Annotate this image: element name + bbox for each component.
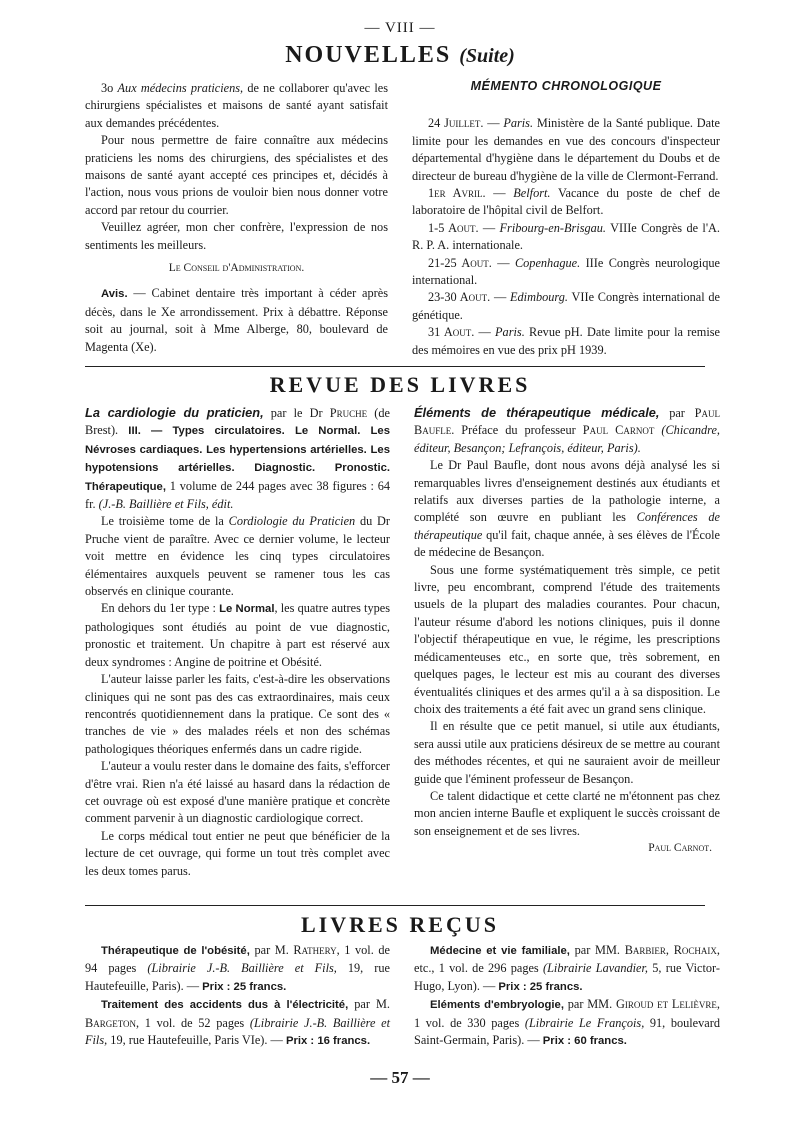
author-city: (de Brest). — [85, 406, 390, 438]
text-segment: Le Dr Paul Baufle, dont nous avons déjà analysé les si remarquables livres d'enseignement destinés aux étudiants et relatifs aux diverses parties de la pathologie interne, a complété son œuvre en publiant les — [414, 458, 720, 525]
review-paragraph: Le corps médical tout entier ne peut que bénéficier de la lecture de cet ouvrage, qui forme un tout très complet avec les deux tomes parus. — [85, 828, 390, 878]
memento-date: 31 Aout. — [428, 325, 475, 340]
page-folio-bottom: — 57 — — [370, 1068, 430, 1087]
memento-title: MÉMENTO CHRONOLOGIQUE — [470, 79, 662, 93]
author-prefix: par le Dr — [263, 406, 330, 420]
memento-text: Ministère de la Santé publique. Date limite pour les demandes en vue des concours d'inspecteur départemental d'hygiène dans le département du Doubs et de directeur de bureau d'hygiène de la ville de Clermont-Ferrand. — [412, 116, 721, 183]
received-book-price: Prix : 60 francs. — [542, 1035, 627, 1048]
review-paragraph — [85, 600, 390, 671]
author-name: Pruche — [329, 406, 368, 420]
review-header — [414, 404, 720, 457]
memento-place: Paris. — [503, 116, 534, 131]
preface-prefix: Préface du professeur — [454, 423, 583, 438]
memento-column — [412, 78, 720, 359]
revue-left-column — [85, 404, 390, 880]
nouvelles-paragraph-3: Veuillez agréer, mon cher confrère, l'expression de nos sentiments les meilleurs. — [85, 220, 388, 252]
review-signature: Paul Carnot. — [648, 842, 712, 855]
received-book-title: Eléments d'embryologie, — [430, 999, 564, 1012]
review-paragraph: Ce talent didactique et cette clarté ne m'étonnent pas chez mon ancien interne Baufle et expliquent le succès croissant de son enseignement et de ses livres. — [414, 788, 720, 838]
avis-paragraph — [85, 285, 388, 356]
received-book-price: Prix : 25 francs. — [498, 980, 583, 993]
nouvelles-left-column — [85, 80, 388, 356]
memento-date: 1er Avril. — [428, 186, 486, 201]
received-book-title: Médecine et vie familiale, — [430, 945, 570, 957]
memento-text: VIIe Congrès international de génétique. — [412, 290, 721, 322]
text-italic: Cordiologie du Praticien — [228, 514, 356, 529]
received-book-author: Giroud et Lelièvre, — [615, 997, 720, 1012]
point-heading: Aux médecins praticiens, — [117, 81, 244, 95]
memento-date: 23-30 Aout. — [428, 290, 491, 305]
section-title-revue: REVUE DES LIVRES — [269, 372, 531, 397]
book-title: La cardiologie du praticien, — [85, 405, 264, 420]
memento-text: IIIe Congrès neurologique international. — [412, 255, 720, 288]
memento-place: Paris. — [495, 325, 525, 340]
memento-entry: 21-25 Aout. — Copenhague. IIIe Congrès neurologique international. — [412, 255, 720, 288]
memento-date: 24 Juillet. — [428, 116, 484, 131]
section-divider — [85, 905, 705, 906]
received-book-publisher: (Librairie Le François, — [524, 1015, 645, 1030]
received-book-price: Prix : 16 francs. — [285, 1035, 371, 1048]
nouvelles-title-text: NOUVELLES — [285, 42, 452, 68]
point-number: 3o — [101, 81, 114, 95]
livres-right-column — [414, 942, 720, 1050]
received-book-volume: etc., 1 vol. de 296 pages — [414, 961, 543, 976]
section-divider — [85, 366, 705, 367]
author-name: Paul Baufle. — [414, 406, 720, 438]
review-paragraph — [85, 513, 390, 600]
preface-author: Paul Carnot — [582, 423, 655, 438]
received-book-entry — [414, 942, 720, 996]
text-segment: , les quatre autres types pathologiques sont étudiés au point de vue diagnostic, pronostic et traitement. Un chapitre à part est réservé aux deux syndromes : Angine de poitrine et Obésité. — [85, 601, 390, 669]
received-book-address: 19, rue Hautefeuille, Paris). — — [85, 961, 390, 993]
memento-place: Edimbourg. — [510, 290, 568, 305]
memento-date: 1-5 Aout. — [428, 220, 479, 235]
memento-place: Belfort. — [513, 186, 551, 201]
text-segment: En dehors du 1er type : — [101, 601, 220, 616]
book-volume: 1 volume de 244 pages avec 38 figures : 64 fr. — [85, 478, 390, 512]
review-paragraph: L'auteur a voulu rester dans le domaine des faits, s'efforcer d'être vrai. Rien n'a été laissé au hasard dans la rédaction de cet ouvrage où est exposé d'une manière pratique et concrète comment parvenir à un diagnostic cardiologique correct. — [85, 759, 390, 826]
review-paragraph — [414, 457, 720, 561]
nouvelles-suite-label: (Suite) — [459, 45, 515, 67]
memento-entry: 23-30 Aout. — Edimbourg. VIIe Congrès international de génétique. — [412, 290, 721, 322]
avis-label: Avis. — [101, 288, 128, 301]
review-paragraph: L'auteur laisse parler les faits, c'est-à-dire les observations cliniques qui ne sont pas des cas extraordinaires, mais ceux rencontrés quotidiennement dans la pratique. Ce sont des « tranches de vie » des malades réels et non des schémas pathologiques théoriques enfermés dans un cadre rigide. — [85, 672, 390, 756]
received-book-volume: 1 vol. de 330 pages — [414, 1015, 525, 1030]
text-segment: du Dr Pruche vient de paraître. Avec ce dernier volume, le lecteur voit mettre en évidence les cinq types circulatoires élémentaires auxquels peuvent se ramener tous les cas observés en clinique courante. — [85, 514, 391, 599]
section-title-livres: LIVRES REÇUS — [301, 912, 499, 937]
memento-entry: 31 Aout. — Paris. Revue pH. Date limite pour la remise des mémoires en vue des prix pH 1939. — [412, 325, 720, 357]
revue-right-column — [414, 404, 720, 858]
received-book-entry — [414, 996, 720, 1050]
author-prefix: par — [659, 406, 695, 420]
section-title-nouvelles — [0, 42, 800, 69]
received-book-title: Thérapeutique de l'obésité, — [101, 945, 250, 957]
livres-left-column — [85, 942, 390, 1050]
book-title: Éléments de thérapeutique médicale, — [414, 405, 660, 420]
received-book-author: Rathery, — [293, 943, 340, 957]
nouvelles-paragraph-2: Pour nous permettre de faire connaître aux médecins praticiens les noms des chirurgiens, des spécialistes et des maisons de santé ayant accepté ces principes et, décidés à l'action, nous vous prions de vouloir bien nous donner votre accord par retour du courrier. — [85, 133, 388, 217]
avis-text: — Cabinet dentaire très important à céder après décès, dans le Xe arrondissement. Prix à débattre. Réponse soit au journal, soit à Mme Alberge, 80, boulevard de Magenta (Xe). — [85, 286, 388, 354]
memento-entry: 1-5 Aout. — Fribourg-en-Brisgau. VIIIe Congrès de l'A. R. P. A. internationale. — [412, 220, 720, 253]
review-paragraph: Sous une forme systématiquement très simple, ce petit livre, peu encombrant, comprend l'étude des traitements usuels de la plupart des maladies courantes. Pour chacun, l'auteur résume d'abord les notions cliniques, puis il donne l'objectif thérapeutique en vue, le régime, les prescriptions médicamenteuses etc., en sorte que, très sobrement, en quelques pages, le lecteur est mis au courant des diverses éventualités cliniques et des armes qu'il a à sa disposition. Le choix des traitements a été fait avec un grand sens clinique. — [414, 562, 720, 716]
conseil-signature: Le Conseil d'Administration. — [168, 262, 305, 275]
received-book-by: par M. — [348, 997, 390, 1012]
received-book-entry — [85, 996, 390, 1050]
book-publisher: (J.-B. Baillière et Fils, édit. — [98, 497, 234, 512]
received-book-author: Bargeton, — [85, 1015, 140, 1030]
memento-place: Copenhague. — [514, 255, 581, 270]
memento-date: 21-25 Aout. — [428, 255, 492, 270]
received-book-title: Traitement des accidents dus à l'électricité, — [101, 999, 349, 1012]
memento-text: Vacance du poste de chef de laboratoire de l'hôpital civil de Belfort. — [412, 186, 720, 218]
received-book-publisher: (Librairie Lavandier, — [542, 961, 649, 976]
received-book-by: par M. — [249, 943, 294, 957]
page-folio-top: — VIII — — [364, 20, 436, 36]
text-bold: Le Normal — [219, 603, 275, 616]
memento-place: Fribourg-en-Brisgau. — [499, 220, 606, 235]
received-book-address: 5, rue Victor-Hugo, Lyon). — — [414, 961, 720, 993]
nouvelles-paragraph-1 — [85, 80, 388, 132]
received-book-address: 91, boulevard Saint-Germain, Paris). — — [414, 1015, 720, 1048]
received-book-volume: 1 vol. de 94 pages — [85, 943, 390, 976]
point-text: de ne collaborer qu'avec les chirurgiens spécialistes et maisons de santé ayant satisfait aux demandes précédentes. — [85, 81, 389, 130]
received-book-publisher: (Librairie J.-B. Baillière et Fils, — [147, 961, 337, 976]
memento-text: VIIIe Congrès de l'A. R. P. A. internationale. — [412, 220, 720, 253]
received-book-address: 19, rue Hautefeuille, Paris VIe). — — [107, 1033, 286, 1048]
memento-entry: 1er Avril. — Belfort. Vacance du poste de chef de laboratoire de l'hôpital civil de Belfort. — [412, 186, 720, 218]
received-book-publisher: (Librairie J.-B. Baillière et Fils, — [85, 1015, 390, 1048]
book-contents: III. — Types circulatoires. Le Normal. Les Névroses cardiaques. Les hypertensions artérielles. Les hypotensions artérielles. Diagnostic. Pronostic. Thérapeutique, — [85, 425, 390, 493]
review-paragraph: Il en résulte que ce petit manuel, si utile aux étudiants, sera aussi utile aux praticiens désireux de se mettre au courant des méthodes récentes, et qui ne sauraient avoir de meilleur guide que l'éminent professeur de Besançon. — [414, 719, 720, 786]
received-book-entry — [85, 942, 390, 996]
received-book-by: par MM. — [563, 997, 616, 1012]
review-header — [85, 404, 390, 513]
memento-entry: 24 Juillet. — Paris. Ministère de la Santé publique. Date limite pour les demandes en vue des concours d'inspecteur départemental d'hygiène dans le département du Doubs et de directeur de bureau d'hygiène de la ville de Clermont-Ferrand. — [412, 116, 721, 183]
memento-text: Revue pH. Date limite pour la remise des mémoires en vue des prix pH 1939. — [412, 325, 720, 357]
received-book-price: Prix : 25 francs. — [202, 980, 287, 993]
text-segment: qu'il fait, chaque année, à ses élèves de l'École de médecine de Besançon. — [414, 527, 720, 560]
text-italic: Conférences de thérapeutique — [414, 510, 720, 542]
book-publishers: (Chicandre, éditeur, Besançon; Lefrançois, éditeur, Paris). — [414, 423, 720, 455]
received-book-author: Barbier, Rochaix, — [624, 943, 720, 957]
text-segment: Le troisième tome de la — [101, 514, 229, 529]
received-book-volume: 1 vol. de 52 pages — [139, 1015, 250, 1030]
received-book-by: par MM. — [569, 943, 625, 957]
